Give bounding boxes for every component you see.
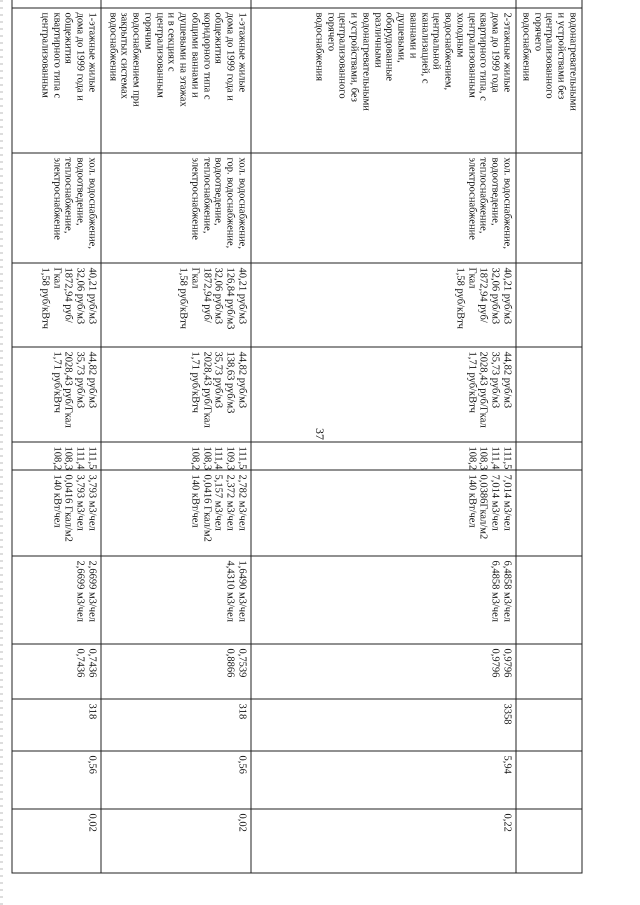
volume-cell: 1,6490 м3/чел 4,4310 м3/чел: [101, 556, 251, 644]
norms-cell: 2,782 м3/чел 2,372 м3/чел 5,157 м3/чел 0,0416 Гкал/м2 140 кВт/чел: [101, 470, 251, 556]
norms-cell: 3,793 м3/чел 3,793 м3/чел 0,0416 Гкал/м2 140 кВт/чел: [12, 470, 101, 556]
table-row: [251, 0, 516, 873]
index-cell: [12, 0, 101, 8]
coef-cell: 0,7539 0,8866: [101, 644, 251, 699]
count-cell: 3358: [251, 699, 516, 751]
tariff-table: [13, 0, 583, 873]
services-cell: хол. водоснабжение, водоотведение, теплоснабжение, электроснабжение: [12, 153, 101, 263]
index-cell: [101, 0, 251, 8]
category-cell: 1-этажные жилые дома до 1999 года и общежития квартирного типа с централизованным: [12, 8, 101, 153]
tariff-new-cell: 44,82 руб/м3 35,73 руб/м3 2028,43 руб/Гкал 1,71 руб/кВтч: [12, 347, 101, 442]
share-cell: 0,22: [251, 809, 516, 873]
scan-edge: [0, 0, 3, 905]
services-cell: хол. водоснабжение, водоотведение, теплоснабжение, электроснабжение: [251, 153, 516, 263]
category-cell: 1-этажные жилые дома до 1999 года и общежития коридорного типа с общими ваннами и душевыми на этажах и в секциях с централизованным горячим водоснабжением при закрытых системах водоснабжения: [101, 8, 251, 153]
coef-cell: 0,7436 0,7436: [12, 644, 101, 699]
index-percent-cell: 111,5 109,3 111,4 108,3 108,2: [101, 442, 251, 470]
table-row: [516, 0, 582, 873]
amount-cell: 5,94: [251, 751, 516, 809]
index-cell: [251, 0, 516, 8]
table-row: [101, 0, 251, 873]
tariff-old-cell: 40,21 руб/м3 32,06 руб/м3 1872,94 руб/Гкал 1,58 руб/кВтч: [12, 263, 101, 347]
page-number: 37: [313, 428, 327, 440]
count-cell: 318: [101, 699, 251, 751]
amount-cell: 0,56: [101, 751, 251, 809]
category-cell: 2-этажные жилые дома до 1999 года квартирного типа, с централизованным холодным водоснабжением, центральной канализацией, с ваннами и душевыми, оборудованные различными водонагревательными и устройствами, без централизованного горячего водоснабжения: [251, 8, 516, 153]
category-cell: водонагревательными и устройствами без централизованного горячего водоснабжения: [516, 8, 582, 153]
volume-cell: 2,6699 м3/чел 2,6699 м3/чел: [12, 556, 101, 644]
index-cell: [516, 0, 582, 8]
volume-cell: 6,4858 м3/чел 6,4858 м3/чел: [251, 556, 516, 644]
share-cell: 0,02: [101, 809, 251, 873]
index-percent-cell: 111,5 111,4 108,3 108,2: [251, 442, 516, 470]
share-cell: 0,02: [12, 809, 101, 873]
tariff-old-cell: 40,21 руб/м3 32,06 руб/м3 1872,94 руб/Гкал 1,58 руб/кВтч: [251, 263, 516, 347]
tariff-new-cell: 44,82 руб/м3 35,73 руб/м3 2028,43 руб/Гкал 1,71 руб/кВтч: [251, 347, 516, 442]
amount-cell: 0,56: [12, 751, 101, 809]
tariff-new-cell: 44,82 руб/м3 138,63 руб/м3 35,73 руб/м3 2028,43 руб/Гкал 1,71 руб/кВтч: [101, 347, 251, 442]
count-cell: 318: [12, 699, 101, 751]
norms-cell: 7,014 м3/чел 7,014 м3/чел 0,0386Гкал/м2 140 кВт/чел: [251, 470, 516, 556]
index-percent-cell: 111,5 111,4 108,3 108,2: [12, 442, 101, 470]
services-cell: хол. водоснабжение, гор. водоснабжение, водоотведение, теплоснабжение, электроснабжение: [101, 153, 251, 263]
tariff-old-cell: 40,21 руб/м3 126,84 руб/м3 32,06 руб/м3 1872,94 руб/Гкал 1,58 руб/кВтч: [101, 263, 251, 347]
table-row: [12, 0, 101, 873]
coef-cell: 0,9796 0,9796: [251, 644, 516, 699]
